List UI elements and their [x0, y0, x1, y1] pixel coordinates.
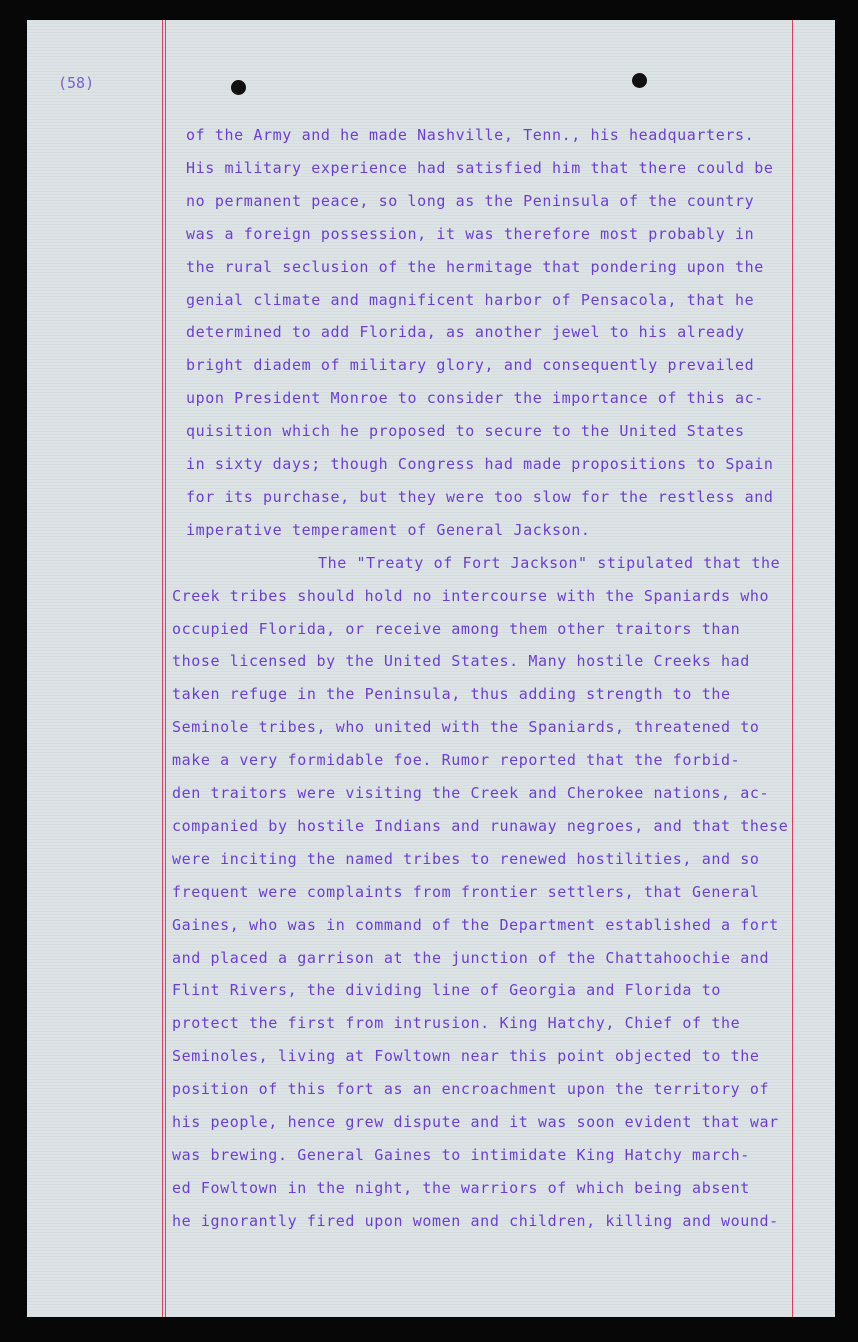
text-line: and placed a garrison at the junction of the Chattahoochie and [172, 948, 770, 967]
text-line: The "Treaty of Fort Jackson" stipulated that the [318, 553, 781, 572]
text-line: was a foreign possession, it was therefore most probably in [186, 224, 755, 243]
text-line: position of this fort as an encroachment upon the territory of [172, 1080, 770, 1099]
text-line: His military experience had satisfied him that there could be [186, 158, 774, 177]
text-line: Flint Rivers, the dividing line of Georgia and Florida to [172, 981, 721, 1000]
text-line: was brewing. General Gaines to intimidate King Hatchy march- [172, 1145, 750, 1164]
text-line: no permanent peace, so long as the Peninsula of the country [186, 191, 755, 210]
text-line: he ignorantly fired upon women and children, killing and wound- [172, 1211, 779, 1230]
text-line: companied by hostile Indians and runaway negroes, and that these [172, 816, 789, 835]
text-line: taken refuge in the Peninsula, thus adding strength to the [172, 685, 731, 704]
text-line: Gaines, who was in command of the Department established a fort [172, 915, 779, 934]
text-line: ed Fowltown in the night, the warriors of which being absent [172, 1178, 750, 1197]
text-line: frequent were complaints from frontier settlers, that General [172, 882, 760, 901]
text-line: protect the first from intrusion. King Hatchy, Chief of the [172, 1014, 741, 1033]
text-line: of the Army and he made Nashville, Tenn., his headquarters. [186, 126, 755, 144]
text-line: the rural seclusion of the hermitage that pondering upon the [186, 257, 764, 276]
text-line: quisition which he proposed to secure to the United States [186, 422, 745, 441]
text-line: in sixty days; though Congress had made propositions to Spain [186, 455, 774, 473]
text-line: determined to add Florida, as another jewel to his already [186, 323, 745, 342]
text-line: were inciting the named tribes to renewed hostilities, and so [172, 849, 760, 868]
text-line: genial climate and magnificent harbor of Pensacola, that he [186, 290, 755, 309]
text-line: Seminoles, living at Fowltown near this point objected to the [172, 1047, 760, 1066]
text-line: make a very formidable foe. Rumor reported that the forbid- [172, 751, 741, 770]
left-margin-rule-inner [165, 20, 166, 1317]
left-margin-rule [162, 20, 163, 1317]
text-line: Creek tribes should hold no intercourse with the Spaniards who [172, 586, 770, 605]
punch-hole-left [231, 80, 246, 95]
text-line: Seminole tribes, who united with the Spaniards, threatened to [172, 718, 760, 737]
right-margin-rule [792, 20, 793, 1317]
text-line: den traitors were visiting the Creek and Cherokee nations, ac- [172, 784, 770, 802]
text-line: those licensed by the United States. Many hostile Creeks had [172, 652, 750, 671]
punch-hole-right [632, 73, 647, 88]
text-line: imperative temperament of General Jackson. [186, 520, 591, 539]
text-line: bright diadem of military glory, and consequently prevailed [186, 356, 755, 375]
text-line: for its purchase, but they were too slow for the restless and [186, 487, 774, 506]
page-number: (58) [58, 74, 95, 92]
text-line: his people, hence grew dispute and it was soon evident that war [172, 1113, 779, 1131]
text-line: upon President Monroe to consider the importance of this ac- [186, 389, 764, 408]
text-line: occupied Florida, or receive among them other traitors than [172, 619, 741, 638]
